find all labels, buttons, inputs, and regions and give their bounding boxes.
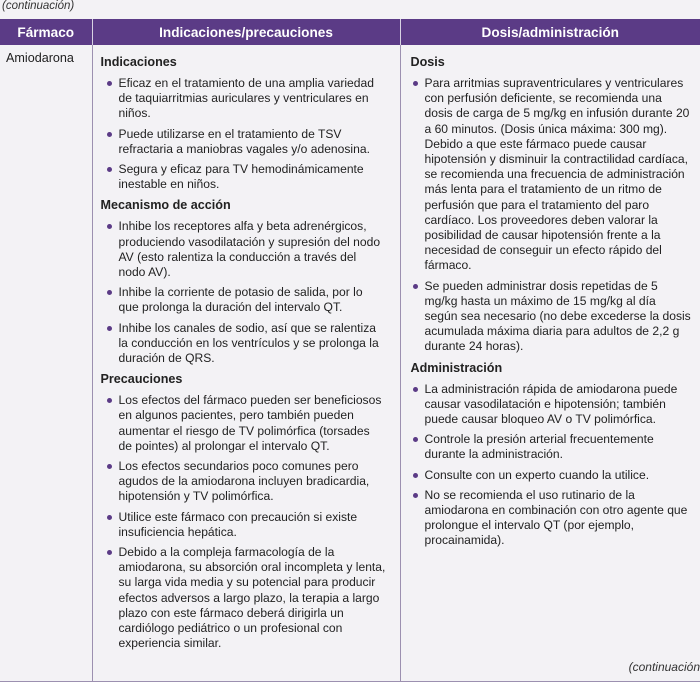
administration-heading: Administración [410, 360, 503, 375]
table-header-row [0, 19, 700, 45]
list-item: No se recomienda el uso rutinario de la amiodarona en combinación con otro agente que prolongue el intervalo QT (por ejemplo, procainamida). [411, 488, 693, 549]
list-item: Controle la presión arterial frecuentemente durante la administración. [411, 432, 693, 462]
list-item: Debido a la compleja farmacología de la amiodarona, su absorción oral incompleta y lenta, su larga vida media y su potencial para producir efectos adversos a largo plazo, la terapia a largo plazo con este fármaco deberá dirigirla un cardiólogo pediátrico o un profesional con experiencia similar. [105, 545, 386, 651]
list-item: Utilice este fármaco con precaución si existe insuficiencia hepática. [105, 510, 386, 540]
dose-list [411, 76, 693, 355]
list-item: Eficaz en el tratamiento de una amplia variedad de taquiarritmias auriculares y ventriculares en niños. [105, 76, 386, 122]
continuation-label-bottom: (continuación [628, 660, 700, 674]
column-header-drug: Fármaco [0, 19, 92, 45]
table-row [0, 45, 700, 682]
indications-heading: Indicaciones [100, 55, 177, 69]
mechanism-list [105, 219, 386, 366]
indications-list [105, 76, 386, 192]
list-item: La administración rápida de amiodarona puede causar vasodilatación e hipotensión; también puede causar bloqueo AV o TV polimórfica. [411, 382, 693, 428]
dose-heading: Dosis [410, 55, 445, 69]
list-item: Los efectos del fármaco pueden ser beneficiosos en algunos pacientes, pero también pueden aumentar el riesgo de TV polimórfica (torsades de pointes) al prolongar el intervalo QT. [105, 393, 386, 454]
list-item: Segura y eficaz para TV hemodinámicamente inestable en niños. [105, 162, 386, 192]
drug-name: Amiodarona [0, 45, 92, 682]
drug-table [0, 19, 700, 682]
precautions-list [105, 393, 386, 651]
list-item: Para arritmias supraventriculares y ventriculares con perfusión deficiente, se recomienda una dosis de carga de 5 mg/kg en infusión durante 20 a 60 minutos. (Dosis única máxima: 300 mg). Debido a que este fármaco puede causar hipotensión y disminuir la contractilidad cardíaca, se recomienda una frecuencia de administración más lenta para el tratamiento de un ritmo de perfusión que para el tratamiento del paro cardíaco. Los proveedores deben valorar la posibilidad de causar hipotensión frente a la necesidad de conseguir un efecto rápido del fármaco. [411, 76, 693, 274]
indications-cell [92, 45, 400, 682]
mechanism-heading: Mecanismo de acción [100, 198, 231, 213]
list-item: Se pueden administrar dosis repetidas de 5 mg/kg hasta un máximo de 15 mg/kg al día según sea necesario (no debe excederse la dosis acumulada máxima diaria para adultos de 2,2 g durante 24 horas). [411, 279, 693, 355]
list-item: Inhibe la corriente de potasio de salida, por lo que prolonga la duración del intervalo QT. [105, 285, 386, 315]
column-header-indications: Indicaciones/precauciones [92, 19, 400, 45]
list-item: Los efectos secundarios poco comunes pero agudos de la amiodarona incluyen bradicardia, hipotensión y TV polimórfica. [105, 459, 386, 505]
dose-cell [400, 45, 700, 682]
precautions-heading: Precauciones [100, 372, 183, 387]
list-item: Puede utilizarse en el tratamiento de TSV refractaria a maniobras vagales y/o adenosina. [105, 127, 386, 157]
column-header-dose: Dosis/administración [400, 19, 700, 45]
list-item: Consulte con un experto cuando la utilice. [411, 468, 693, 483]
list-item: Inhibe los canales de sodio, así que se ralentiza la conducción en los ventrículos y se prolonga la duración de QRS. [105, 321, 386, 367]
list-item: Inhibe los receptores alfa y beta adrenérgicos, produciendo vasodilatación y supresión del nodo AV (esto ralentiza la conducción a través del nodo AV). [105, 219, 386, 280]
continuation-label-top: (continuación) [2, 0, 75, 12]
administration-list [411, 382, 693, 549]
